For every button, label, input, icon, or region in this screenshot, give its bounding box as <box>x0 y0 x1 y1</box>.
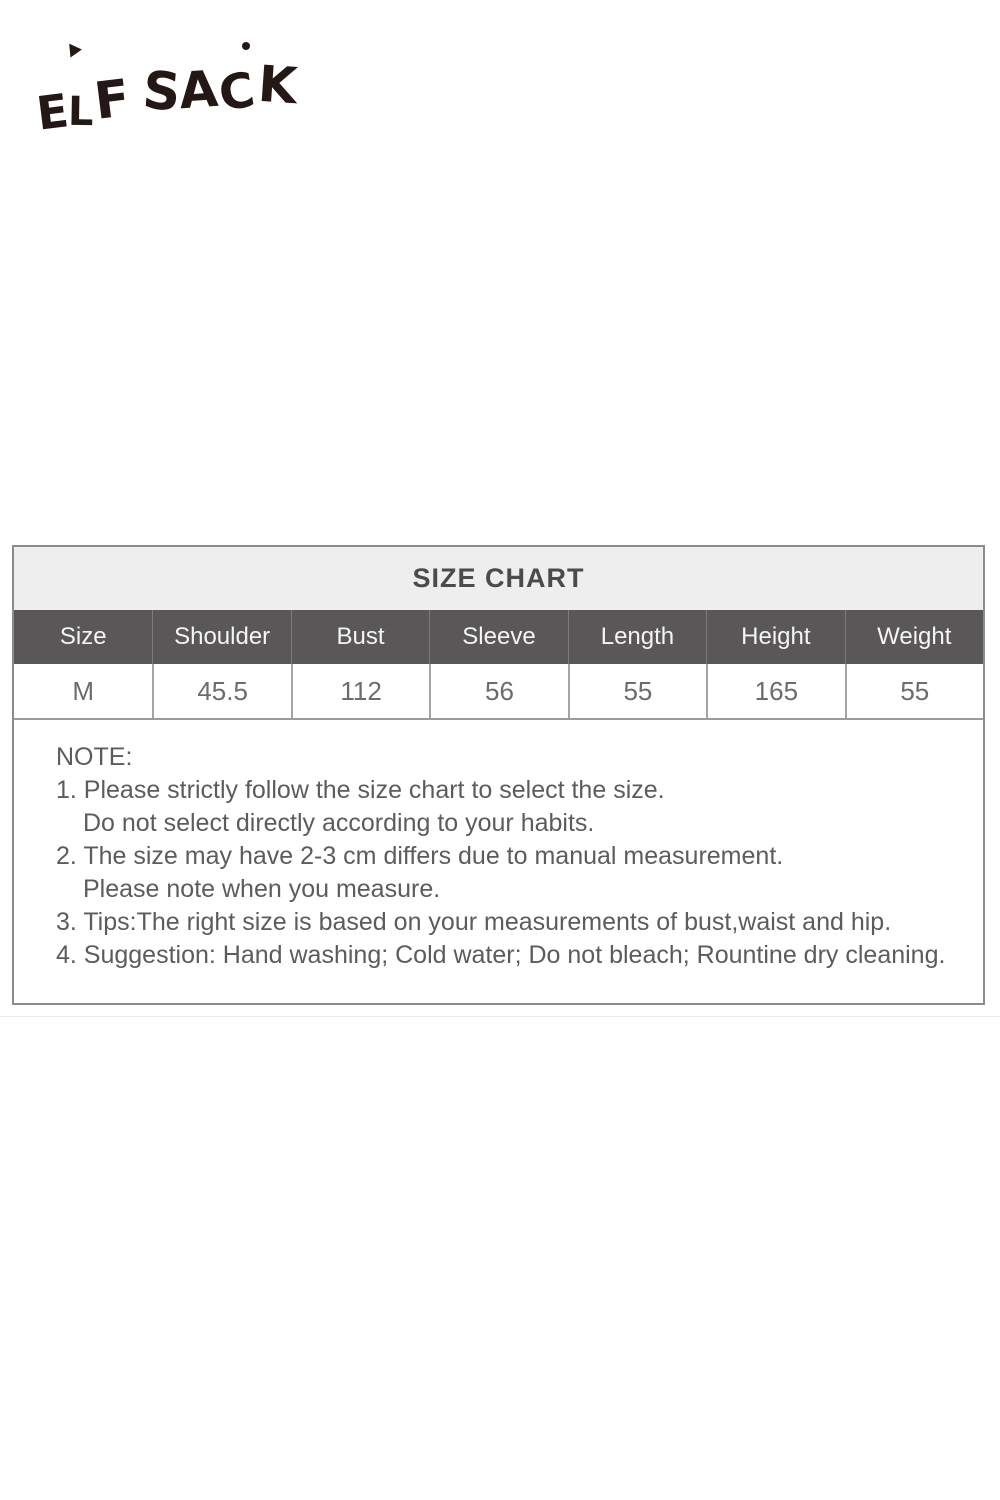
logo-letter: S <box>140 60 183 124</box>
size-chart-panel <box>12 545 985 1005</box>
size-chart-title: SIZE CHART <box>14 547 983 610</box>
logo-letter: C <box>214 61 259 123</box>
column-header-length: Length <box>568 610 706 664</box>
cell-height-value: 165 <box>706 664 844 718</box>
cell-bust-value: 112 <box>291 664 429 718</box>
size-chart-header-row <box>14 610 983 664</box>
note-line-3: 3. Tips:The right size is based on your measurements of bust,waist and hip. <box>56 908 892 936</box>
logo-accent-triangle-icon <box>64 44 82 61</box>
note-line-2b: Please note when you measure. <box>83 875 441 903</box>
column-header-size: Size <box>59 623 107 650</box>
column-header-sleeve: Sleeve <box>429 610 567 664</box>
note-section <box>14 720 983 972</box>
logo-letter: K <box>256 54 300 116</box>
cell-length-value: 55 <box>568 664 706 718</box>
logo-letter: F <box>91 69 134 132</box>
size-chart-data-row <box>14 664 983 720</box>
logo-letter: E <box>33 83 72 141</box>
note-line-1: 1. Please strictly follow the size chart to select the size. <box>56 776 665 804</box>
note-line-4: 4. Suggestion: Hand washing; Cold water; Do not bleach; Rountine dry cleaning. <box>56 941 946 969</box>
column-header-bust: Bust <box>291 610 429 664</box>
cell-size-value: M <box>72 675 95 706</box>
brand-logo <box>33 36 300 141</box>
note-line-2: 2. The size may have 2-3 cm differs due to manual measurement. <box>56 842 784 870</box>
logo-letter: L <box>67 88 95 136</box>
column-header-weight: Weight <box>845 610 983 664</box>
logo-accent-dot-icon <box>242 42 250 50</box>
cell-weight-value: 55 <box>845 664 983 718</box>
section-divider <box>0 1016 1000 1017</box>
column-header-shoulder: Shoulder <box>152 610 290 664</box>
logo-letter: A <box>177 59 221 121</box>
column-header-height: Height <box>706 610 844 664</box>
cell-shoulder-value: 45.5 <box>152 664 290 718</box>
note-line-1b: Do not select directly according to your habits. <box>83 809 595 837</box>
note-heading: NOTE: <box>56 743 133 771</box>
cell-sleeve-value: 56 <box>429 664 567 718</box>
